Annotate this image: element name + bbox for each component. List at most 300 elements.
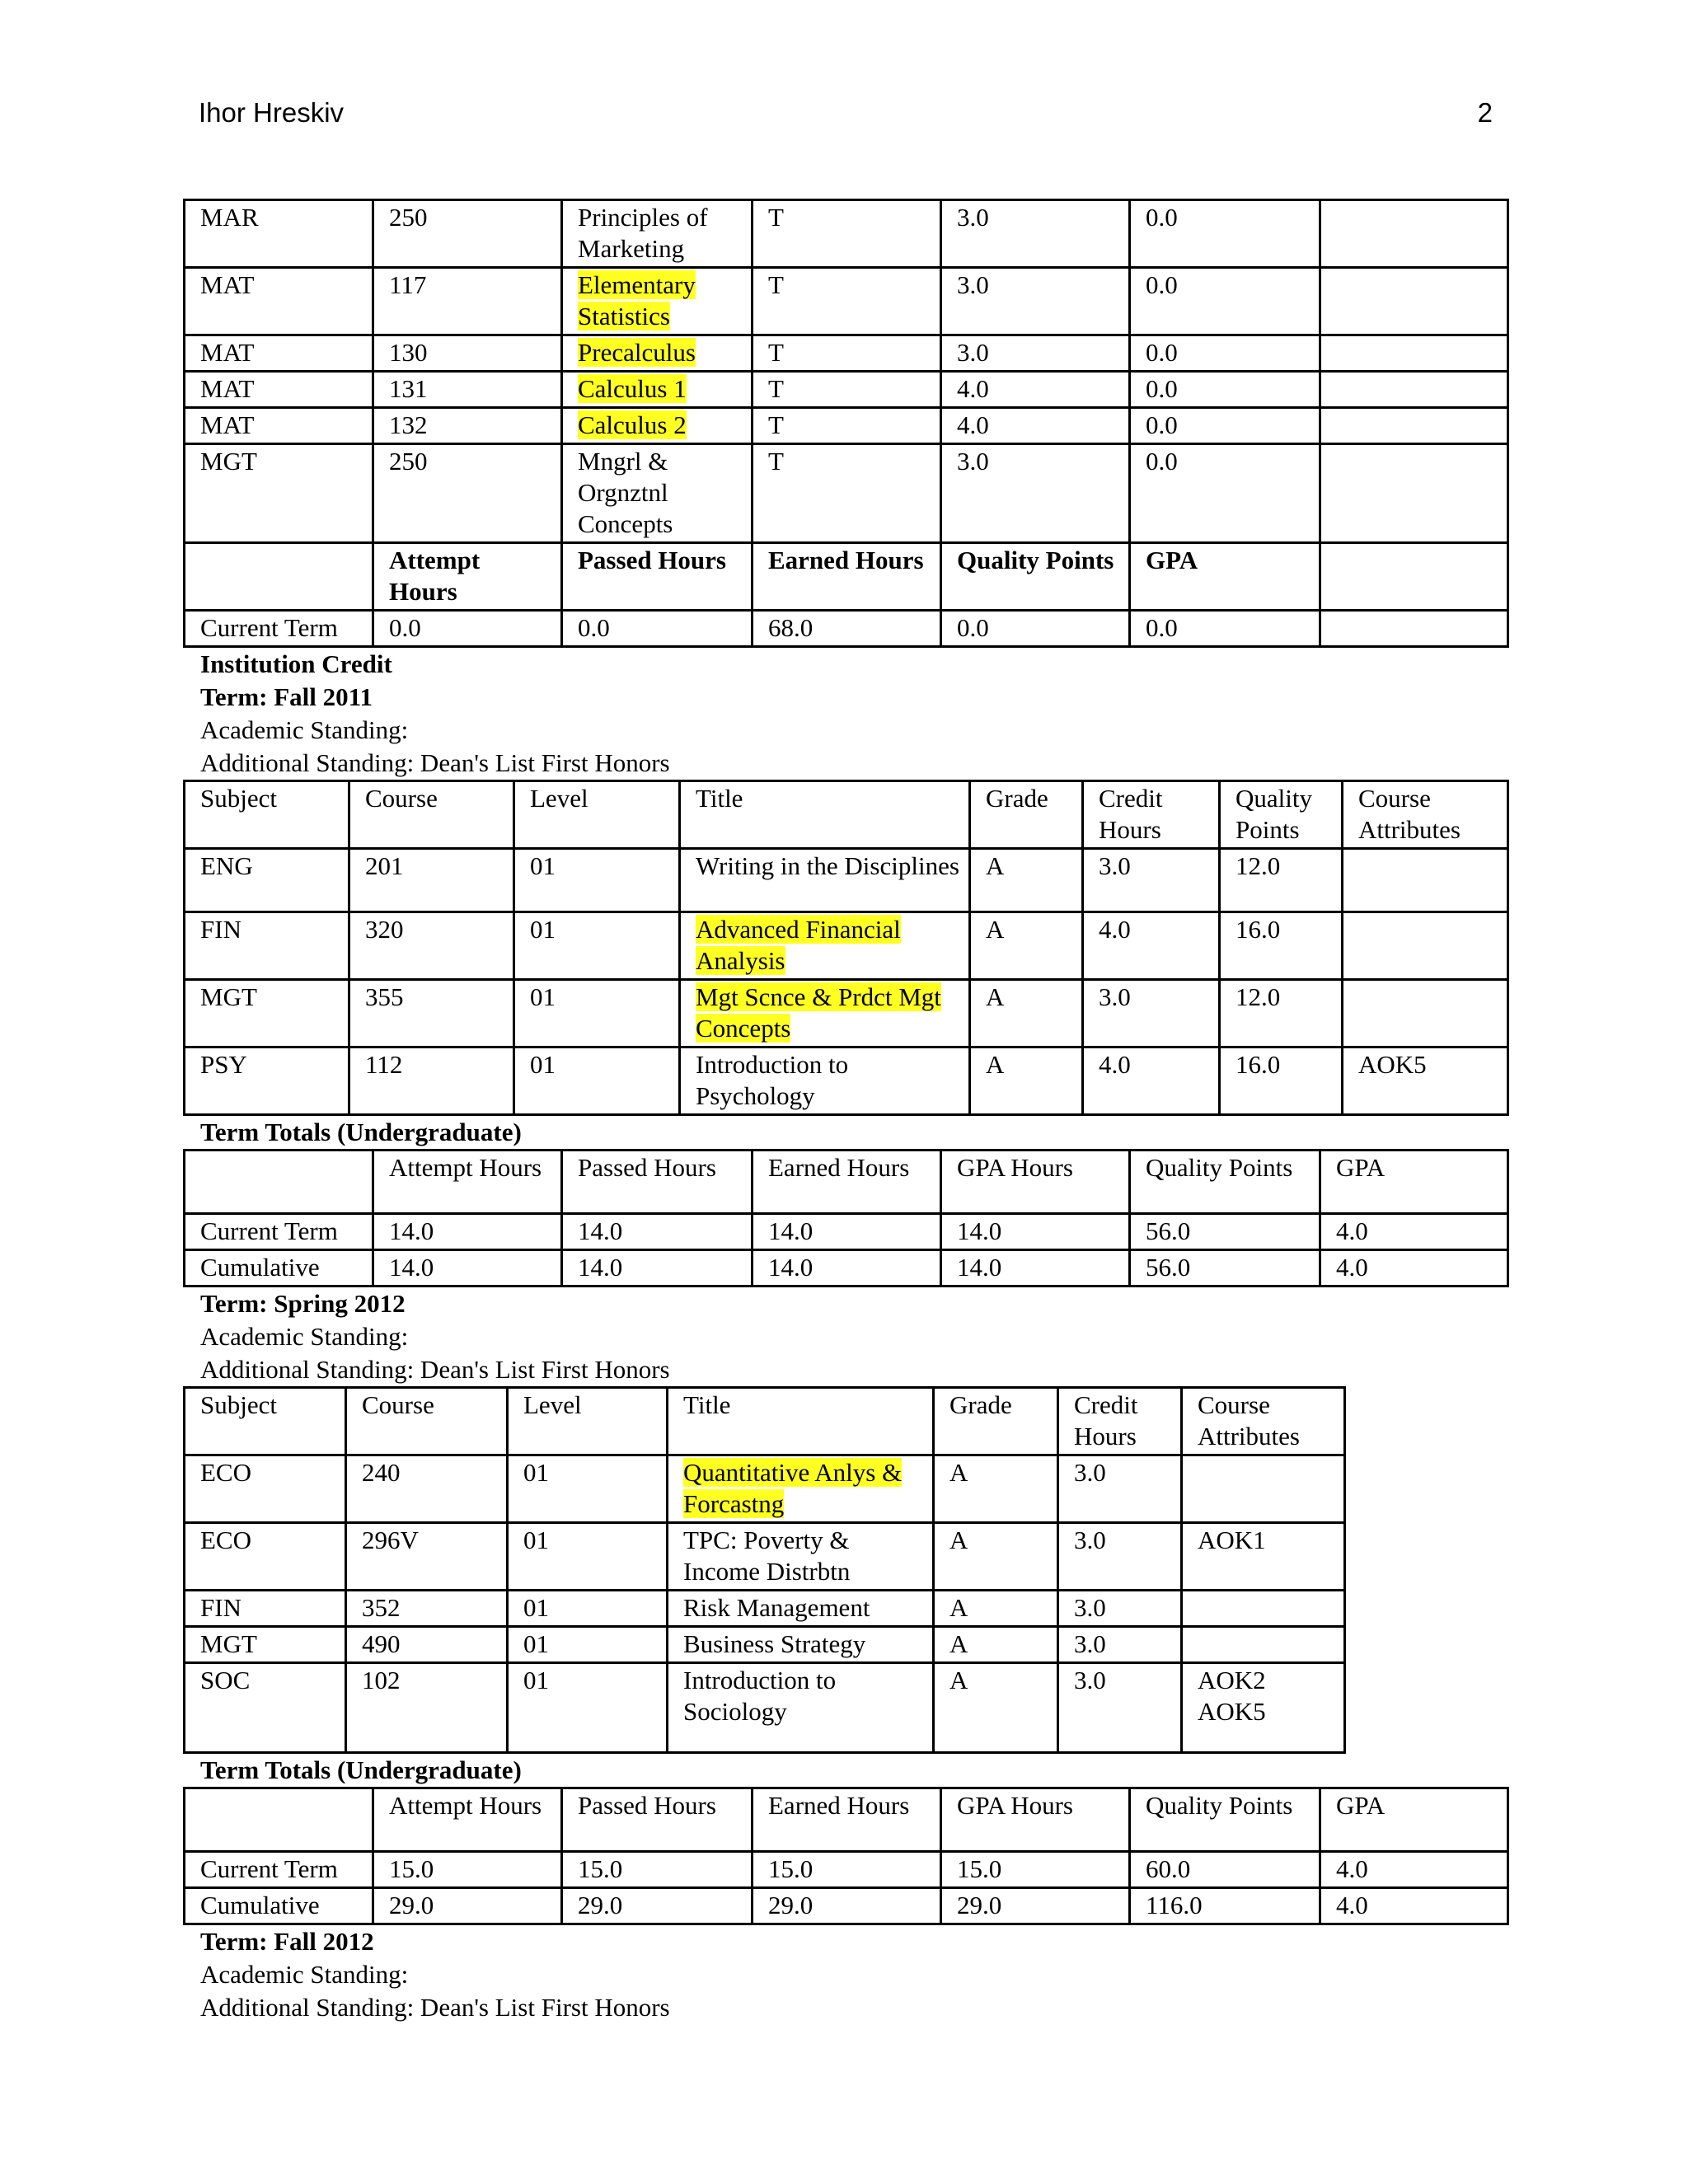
cell-text: AOK1	[1198, 1526, 1266, 1554]
cell-text: 102	[362, 1666, 401, 1694]
cell-text: MAT	[200, 374, 255, 403]
cell-text: Subject	[200, 1390, 277, 1419]
cell-text: 15.0	[957, 1854, 1002, 1883]
table-cell	[562, 611, 753, 647]
table-cell	[753, 543, 941, 611]
course-row	[185, 1591, 1345, 1627]
cell-text: A	[950, 1526, 968, 1554]
cell-text: 132	[389, 410, 428, 439]
table-cell	[1083, 1047, 1220, 1115]
table-cell	[753, 200, 941, 268]
table-cell	[185, 781, 349, 849]
term-title: Term: Spring 2012	[200, 1289, 406, 1318]
additional-standing: Additional Standing: Dean's List First Honors	[200, 748, 670, 777]
table-cell	[1343, 1047, 1508, 1115]
table-cell	[514, 980, 680, 1047]
cell-text: 0.0	[1146, 374, 1178, 403]
table-cell	[680, 1047, 970, 1115]
cell-text: 4.0	[1336, 1253, 1368, 1282]
cell-text: T	[768, 374, 784, 403]
additional-standing: Additional Standing: Dean's List First Honors	[200, 1355, 670, 1384]
transfer-course-row	[185, 408, 1508, 444]
table-cell	[753, 611, 941, 647]
cell-text: Quantitative Anlys & Forcastng	[683, 1458, 903, 1518]
cell-text: Grade	[950, 1390, 1012, 1419]
cell-text: T	[768, 203, 784, 232]
table-cell	[753, 1250, 941, 1286]
course-header-row	[185, 781, 1508, 849]
table-cell	[185, 543, 373, 611]
transfer-course-row	[185, 200, 1508, 268]
cell-text: Credit Hours	[1099, 784, 1163, 844]
cell-text: 320	[365, 915, 404, 944]
table-cell	[1130, 1250, 1320, 1286]
cell-text: T	[768, 270, 784, 299]
cell-text: 4.0	[957, 410, 989, 439]
table-cell	[1343, 980, 1508, 1047]
cell-text: GPA Hours	[957, 1791, 1073, 1820]
author-name: Ihor Hreskiv	[199, 97, 345, 128]
table-cell	[1220, 912, 1343, 980]
table-cell	[508, 1388, 668, 1455]
cell-text: PSY	[200, 1050, 247, 1079]
cell-text: 250	[389, 447, 428, 476]
table-cell	[1320, 335, 1508, 372]
cell-text: T	[768, 410, 784, 439]
table-cell	[373, 335, 562, 372]
cell-text: Quality Points	[957, 546, 1114, 574]
table-cell	[1220, 1047, 1343, 1115]
cell-text: 355	[365, 982, 404, 1011]
table-cell	[941, 1151, 1130, 1214]
cell-text: GPA	[1336, 1791, 1386, 1820]
table-cell	[373, 444, 562, 543]
cell-text: Passed Hours	[578, 546, 726, 574]
table-cell	[373, 1788, 562, 1852]
table-cell	[1083, 781, 1220, 849]
table-cell	[1058, 1455, 1182, 1523]
cell-text: Risk Management	[683, 1593, 870, 1622]
table-cell	[185, 200, 373, 268]
table-cell	[346, 1591, 508, 1627]
cell-text: 3.0	[1099, 982, 1131, 1011]
course-row	[185, 849, 1508, 912]
cell-text: 14.0	[389, 1253, 434, 1282]
table-cell	[373, 200, 562, 268]
totals-row	[185, 1250, 1508, 1286]
cell-text: MGT	[200, 447, 257, 476]
cell-text: 16.0	[1236, 915, 1281, 944]
table-cell	[668, 1663, 934, 1753]
cell-text: GPA	[1336, 1153, 1386, 1182]
table-cell	[373, 372, 562, 408]
table-cell	[185, 444, 373, 543]
table-cell	[373, 1151, 562, 1214]
table-cell	[514, 781, 680, 849]
cell-text: ECO	[200, 1526, 251, 1554]
course-row	[185, 1663, 1345, 1753]
cell-text: Earned Hours	[768, 1791, 910, 1820]
cell-text: Calculus 1	[578, 374, 687, 403]
cell-text: T	[768, 447, 784, 476]
cell-text: 240	[362, 1458, 401, 1487]
cell-text: 15.0	[768, 1854, 814, 1883]
cell-text: Calculus 2	[578, 410, 687, 439]
cell-text: 29.0	[578, 1891, 623, 1919]
table-cell	[941, 1214, 1130, 1250]
cell-text: 352	[362, 1593, 401, 1622]
table-cell	[753, 335, 941, 372]
cell-text: 01	[530, 1050, 556, 1079]
table-cell	[373, 1214, 562, 1250]
cell-text: 0.0	[578, 613, 610, 642]
cell-text: 3.0	[957, 338, 989, 367]
table-cell	[562, 444, 753, 543]
cell-text: Attempt Hours	[389, 1791, 542, 1820]
academic-standing: Academic Standing:	[200, 1960, 409, 1989]
cell-text: 01	[523, 1526, 549, 1554]
table-cell	[373, 543, 562, 611]
course-row	[185, 1523, 1345, 1591]
table-cell	[1130, 1788, 1320, 1852]
cell-text: 3.0	[1074, 1593, 1106, 1622]
cell-text: 4.0	[1099, 1050, 1131, 1079]
academic-standing: Academic Standing:	[200, 715, 409, 744]
table-cell	[1220, 980, 1343, 1047]
table-cell	[1343, 849, 1508, 912]
cell-text: 68.0	[768, 613, 814, 642]
table-cell	[373, 611, 562, 647]
term-title: Term: Fall 2012	[200, 1927, 374, 1956]
cell-text: Introduction to Sociology	[683, 1666, 837, 1726]
table-cell	[1182, 1523, 1345, 1591]
table-cell	[346, 1388, 508, 1455]
cell-text: 15.0	[389, 1854, 434, 1883]
table-cell	[941, 444, 1130, 543]
table-cell	[346, 1663, 508, 1753]
table-cell	[1058, 1388, 1182, 1455]
cell-text: A	[986, 982, 1005, 1011]
totals-header-row	[185, 1788, 1508, 1852]
cell-text: 01	[523, 1458, 549, 1487]
table-cell	[934, 1627, 1058, 1663]
cell-text: 56.0	[1146, 1216, 1191, 1245]
table-cell	[970, 781, 1083, 849]
cell-text: A	[950, 1666, 968, 1694]
table-cell	[753, 1151, 941, 1214]
cell-text: A	[950, 1458, 968, 1487]
table-cell	[514, 1047, 680, 1115]
cell-text: Current Term	[200, 613, 338, 642]
cell-text: SOC	[200, 1666, 251, 1694]
table-cell	[668, 1627, 934, 1663]
table-cell	[753, 268, 941, 335]
cell-text: 0.0	[1146, 447, 1178, 476]
cell-text: AOK2 AOK5	[1198, 1666, 1266, 1726]
cell-text: 201	[365, 851, 404, 880]
cell-text: 01	[530, 915, 556, 944]
table-cell	[508, 1455, 668, 1523]
table-cell	[346, 1455, 508, 1523]
cell-text: MGT	[200, 1629, 257, 1658]
cell-text: 14.0	[768, 1216, 814, 1245]
table-cell	[346, 1627, 508, 1663]
table-cell	[1130, 1852, 1320, 1888]
cell-text: Title	[696, 784, 743, 813]
table-cell	[185, 1250, 373, 1286]
cell-text: Earned Hours	[768, 1153, 910, 1182]
table-cell	[185, 1214, 373, 1250]
table-cell	[1320, 611, 1508, 647]
cell-text: Quality Points	[1146, 1791, 1293, 1820]
cell-text: Credit Hours	[1074, 1390, 1138, 1451]
table-cell	[349, 1047, 514, 1115]
totals-row	[185, 1852, 1508, 1888]
table-cell	[1182, 1455, 1345, 1523]
cell-text: 29.0	[768, 1891, 814, 1919]
table-cell	[562, 268, 753, 335]
cell-text: Attempt Hours	[389, 546, 481, 606]
table-cell	[1130, 444, 1320, 543]
cell-text: MAR	[200, 203, 259, 232]
table-cell	[1058, 1663, 1182, 1753]
table-cell	[1130, 543, 1320, 611]
table-cell	[1083, 980, 1220, 1047]
table-cell	[508, 1591, 668, 1627]
cell-text: 130	[389, 338, 428, 367]
table-cell	[1343, 781, 1508, 849]
table-cell	[185, 1151, 373, 1214]
table-cell	[373, 408, 562, 444]
table-cell	[680, 849, 970, 912]
table-cell	[508, 1627, 668, 1663]
table-cell	[970, 1047, 1083, 1115]
table-cell	[941, 1888, 1130, 1924]
table-cell	[1320, 1214, 1508, 1250]
table-cell	[941, 1250, 1130, 1286]
cell-text: GPA	[1146, 546, 1198, 574]
table-cell	[941, 1852, 1130, 1888]
table-cell	[373, 268, 562, 335]
totals-row	[185, 1888, 1508, 1924]
table-cell	[185, 1663, 346, 1753]
term-totals-table-fall-2011	[183, 1149, 1509, 1287]
cell-text: 14.0	[768, 1253, 814, 1282]
cell-text: 01	[530, 851, 556, 880]
table-cell	[1320, 1888, 1508, 1924]
cell-text: 01	[523, 1593, 549, 1622]
table-cell	[1130, 335, 1320, 372]
course-row	[185, 1455, 1345, 1523]
cell-text: Current Term	[200, 1216, 338, 1245]
table-cell	[185, 1852, 373, 1888]
cell-text: 0.0	[1146, 270, 1178, 299]
cell-text: Mgt Scnce & Prdct Mgt Concepts	[696, 982, 941, 1043]
academic-standing: Academic Standing:	[200, 1322, 409, 1351]
cell-text: Precalculus	[578, 338, 696, 367]
table-cell	[1058, 1627, 1182, 1663]
table-cell	[562, 1151, 753, 1214]
table-cell	[562, 1888, 753, 1924]
transfer-course-row	[185, 335, 1508, 372]
cell-text: A	[950, 1629, 968, 1658]
table-cell	[1320, 1788, 1508, 1852]
cell-text: A	[986, 851, 1005, 880]
cell-text: MAT	[200, 270, 255, 299]
table-cell	[934, 1388, 1058, 1455]
table-cell	[185, 408, 373, 444]
cell-text: FIN	[200, 1593, 241, 1622]
transfer-totals-row	[185, 611, 1508, 647]
table-cell	[680, 912, 970, 980]
table-cell	[941, 408, 1130, 444]
cell-text: 01	[523, 1629, 549, 1658]
table-cell	[1083, 912, 1220, 980]
table-cell	[1320, 200, 1508, 268]
table-cell	[941, 268, 1130, 335]
table-cell	[934, 1591, 1058, 1627]
totals-row	[185, 1214, 1508, 1250]
cell-text: Course Attributes	[1198, 1390, 1300, 1451]
table-cell	[753, 408, 941, 444]
cell-text: 3.0	[1099, 851, 1131, 880]
table-cell	[668, 1591, 934, 1627]
cell-text: 16.0	[1236, 1050, 1281, 1079]
table-cell	[562, 543, 753, 611]
table-cell	[941, 543, 1130, 611]
page-number: 2	[1477, 97, 1493, 128]
table-cell	[1220, 849, 1343, 912]
transfer-totals-header	[185, 543, 1508, 611]
table-cell	[1320, 372, 1508, 408]
table-cell	[185, 1523, 346, 1591]
cell-text: 14.0	[957, 1253, 1002, 1282]
table-cell	[562, 335, 753, 372]
cell-text: Writing in the Disciplines	[696, 851, 959, 880]
transfer-course-row	[185, 268, 1508, 335]
cell-text: Mngrl & Orgnztnl Concepts	[578, 447, 673, 538]
cell-text: 29.0	[957, 1891, 1002, 1919]
cell-text: A	[986, 1050, 1005, 1079]
table-cell	[934, 1523, 1058, 1591]
table-cell	[941, 1788, 1130, 1852]
cell-text: 29.0	[389, 1891, 434, 1919]
table-cell	[1220, 781, 1343, 849]
cell-text: GPA Hours	[957, 1153, 1073, 1182]
cell-text: 12.0	[1236, 851, 1281, 880]
cell-text: Cumulative	[200, 1891, 320, 1919]
cell-text: 12.0	[1236, 982, 1281, 1011]
table-cell	[1058, 1523, 1182, 1591]
table-cell	[941, 372, 1130, 408]
cell-text: 14.0	[578, 1216, 623, 1245]
table-cell	[1320, 1250, 1508, 1286]
table-cell	[941, 200, 1130, 268]
cell-text: ECO	[200, 1458, 251, 1487]
table-cell	[941, 611, 1130, 647]
table-cell	[1130, 372, 1320, 408]
transfer-course-row	[185, 372, 1508, 408]
cell-text: 3.0	[1074, 1458, 1106, 1487]
cell-text: Passed Hours	[578, 1791, 716, 1820]
cell-text: 3.0	[957, 203, 989, 232]
table-cell	[753, 372, 941, 408]
table-cell	[941, 335, 1130, 372]
cell-text: 250	[389, 203, 428, 232]
cell-text: 14.0	[389, 1216, 434, 1245]
table-cell	[1130, 611, 1320, 647]
transfer-credit-table	[183, 199, 1509, 648]
table-cell	[185, 849, 349, 912]
table-cell	[668, 1523, 934, 1591]
term-totals-table-spring-2012	[183, 1787, 1509, 1925]
cell-text: 0.0	[1146, 613, 1178, 642]
table-cell	[185, 1455, 346, 1523]
cell-text: A	[986, 915, 1005, 944]
transfer-course-row	[185, 444, 1508, 543]
cell-text: Quality Points	[1146, 1153, 1293, 1182]
table-cell	[1083, 849, 1220, 912]
cell-text: 116.0	[1146, 1891, 1203, 1919]
course-header-row	[185, 1388, 1345, 1455]
table-cell	[185, 268, 373, 335]
table-cell	[1182, 1663, 1345, 1753]
cell-text: Level	[530, 784, 588, 813]
cell-text: Earned Hours	[768, 546, 924, 574]
table-cell	[508, 1663, 668, 1753]
cell-text: 14.0	[957, 1216, 1002, 1245]
courses-table-fall-2011	[183, 780, 1509, 1116]
table-cell	[1130, 408, 1320, 444]
table-cell	[1130, 268, 1320, 335]
table-cell	[753, 1852, 941, 1888]
cell-text: T	[768, 338, 784, 367]
cell-text: Attempt Hours	[389, 1153, 542, 1182]
table-cell	[185, 1888, 373, 1924]
table-cell	[373, 1888, 562, 1924]
cell-text: 296V	[362, 1526, 419, 1554]
cell-text: 4.0	[1336, 1216, 1368, 1245]
table-cell	[185, 912, 349, 980]
table-cell	[970, 849, 1083, 912]
course-row	[185, 980, 1508, 1047]
cell-text: 4.0	[1336, 1891, 1368, 1919]
cell-text: Advanced Financial Analysis	[696, 915, 901, 975]
table-cell	[753, 1214, 941, 1250]
cell-text: 112	[365, 1050, 403, 1079]
cell-text: Course Attributes	[1358, 784, 1461, 844]
additional-standing: Additional Standing: Dean's List First Honors	[200, 1993, 670, 2022]
table-cell	[1320, 543, 1508, 611]
table-cell	[185, 611, 373, 647]
table-cell	[185, 1388, 346, 1455]
cell-text: AOK5	[1358, 1050, 1427, 1079]
table-cell	[514, 912, 680, 980]
cell-text: 14.0	[578, 1253, 623, 1282]
table-cell	[934, 1663, 1058, 1753]
cell-text: 3.0	[1074, 1666, 1106, 1694]
cell-text: 01	[530, 982, 556, 1011]
table-cell	[562, 1788, 753, 1852]
cell-text: 117	[389, 270, 427, 299]
cell-text: Level	[523, 1390, 582, 1419]
table-cell	[562, 200, 753, 268]
cell-text: MAT	[200, 338, 255, 367]
cell-text: MAT	[200, 410, 255, 439]
course-row	[185, 1047, 1508, 1115]
cell-text: 4.0	[957, 374, 989, 403]
term-totals-label: Term Totals (Undergraduate)	[200, 1755, 522, 1784]
